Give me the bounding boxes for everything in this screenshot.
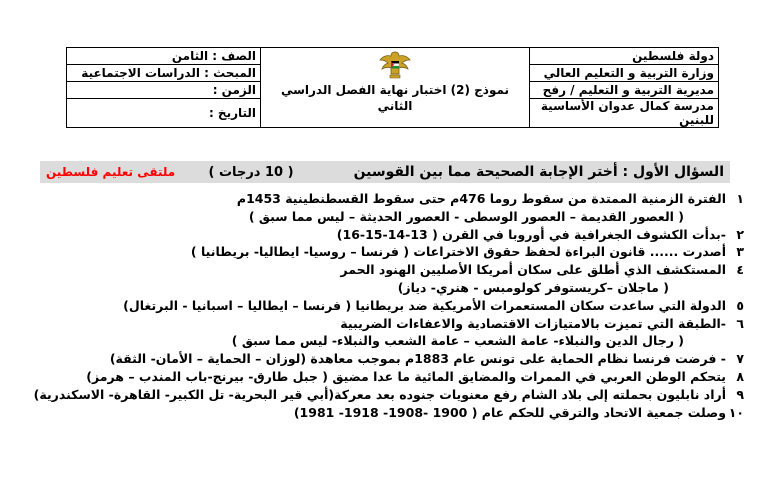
question-number: ١٠ xyxy=(728,404,744,420)
question-line xyxy=(40,368,744,386)
question-number: ٥ xyxy=(736,297,744,313)
question-number: ٨ xyxy=(736,368,744,384)
header-time: الزمن : xyxy=(67,82,261,99)
header-school: مدرسة كمال عدوان الأساسية للبنين xyxy=(530,99,719,128)
question-number: ٩ xyxy=(736,386,744,402)
question-text: -بدأت الكشوف الجغرافية في أوروبا في القرن ( 13-14-15-16) xyxy=(336,226,726,242)
question-line xyxy=(40,332,744,350)
section-score: ( 10 درجات ) xyxy=(208,164,294,180)
question-text: يتحكم الوطن العربي في الممرات والمضايق المائية ما عدا مضيق ( جبل طارق- بيرنج-باب المندب – هرمز) xyxy=(86,368,726,384)
question-line xyxy=(40,190,744,208)
question-line xyxy=(40,404,744,422)
question-text: ( رجال الدين والنبلاء- عامة الشعب – عامة الشعب والنبلاء- ليس مما سبق ) xyxy=(231,333,684,349)
question-section-bar xyxy=(40,161,730,183)
question-text: الدولة التي ساعدت سكان المستعمرات الأمريكية ضد بريطانيا ( فرنسا – ايطاليا – اسبانيا - البرتغال) xyxy=(123,297,726,313)
question-text: وصلت جمعية الاتحاد والترقي للحكم عام ( 1900 -1908- 1918- 1981) xyxy=(293,404,726,420)
header-table xyxy=(66,47,719,128)
palestine-eagle-emblem-icon xyxy=(265,48,525,82)
question-text: - فرضت فرنسا نظام الحماية على تونس عام 1883م بموجب معاهدة (لوزان – الحماية – الأمان- الثقة) xyxy=(109,351,726,367)
header-state: دولة فلسطين xyxy=(530,48,719,65)
question-line xyxy=(33,386,744,404)
question-number: ٦ xyxy=(736,315,744,331)
question-text: ( ماجلان –كريستوفر كولومبس - هنري- دياز) xyxy=(397,279,669,295)
question-line xyxy=(40,279,744,297)
header-ministry: وزارة التربية و التعليم العالي xyxy=(530,65,719,82)
question-number: ٢ xyxy=(736,226,744,242)
header-subject: المبحث : الدراسات الاجتماعية xyxy=(67,65,261,82)
forum-label: ملتقى تعليم فلسطين xyxy=(46,165,176,179)
question-line xyxy=(40,315,744,333)
question-number: ٤ xyxy=(736,262,744,278)
exam-term: الثاني xyxy=(377,99,413,113)
question-line xyxy=(40,243,744,261)
question-text: المستكشف الذي أطلق على سكان أمريكا الأصليين الهنود الحمر xyxy=(340,262,726,278)
question-line xyxy=(40,208,744,226)
exam-title: نموذج (2) اختبار نهاية الفصل الدراسي xyxy=(280,83,510,97)
question-text: -الطبقة التي تميزت بالامتيازات الاقتصادية والاعفاءات الضريبية xyxy=(340,315,726,331)
header-center xyxy=(261,48,530,128)
question-text: أصدرت ...... قانون البراءة لحفظ حقوق الاختراعات ( فرنسا – روسيا- ايطاليا- بريطانيا ) xyxy=(190,244,726,260)
question-text: الفترة الزمنية الممتدة من سقوط روما 476م حتى سقوط القسطنطينية 1453م xyxy=(236,191,726,206)
question-number: ٧ xyxy=(736,351,744,367)
question-line xyxy=(40,261,744,279)
header-grade: الصف : الثامن xyxy=(67,48,261,65)
question-text: ( العصور القديمة – العصور الوسطى - العصور الحديثة – ليس مما سبق ) xyxy=(248,208,684,224)
question-number: ١ xyxy=(736,191,744,206)
question-line xyxy=(40,350,744,368)
questions-list xyxy=(33,190,744,421)
header-date: التاريخ : xyxy=(67,99,261,128)
question-line xyxy=(40,297,744,315)
question-number: ٣ xyxy=(736,244,744,260)
section-title: السؤال الأول : أختر الإجابة الصحيحة مما بين القوسين xyxy=(353,164,724,180)
header-directorate: مديرية التربية و التعليم / رفح xyxy=(530,82,719,99)
question-text: أراد نابليون بحملته إلى بلاد الشام رفع معنويات جنوده بعد معركة(أبي قير البحرية- تل الكبير- القاهرة- الاسكندرية) xyxy=(33,386,726,402)
question-line xyxy=(40,226,744,244)
